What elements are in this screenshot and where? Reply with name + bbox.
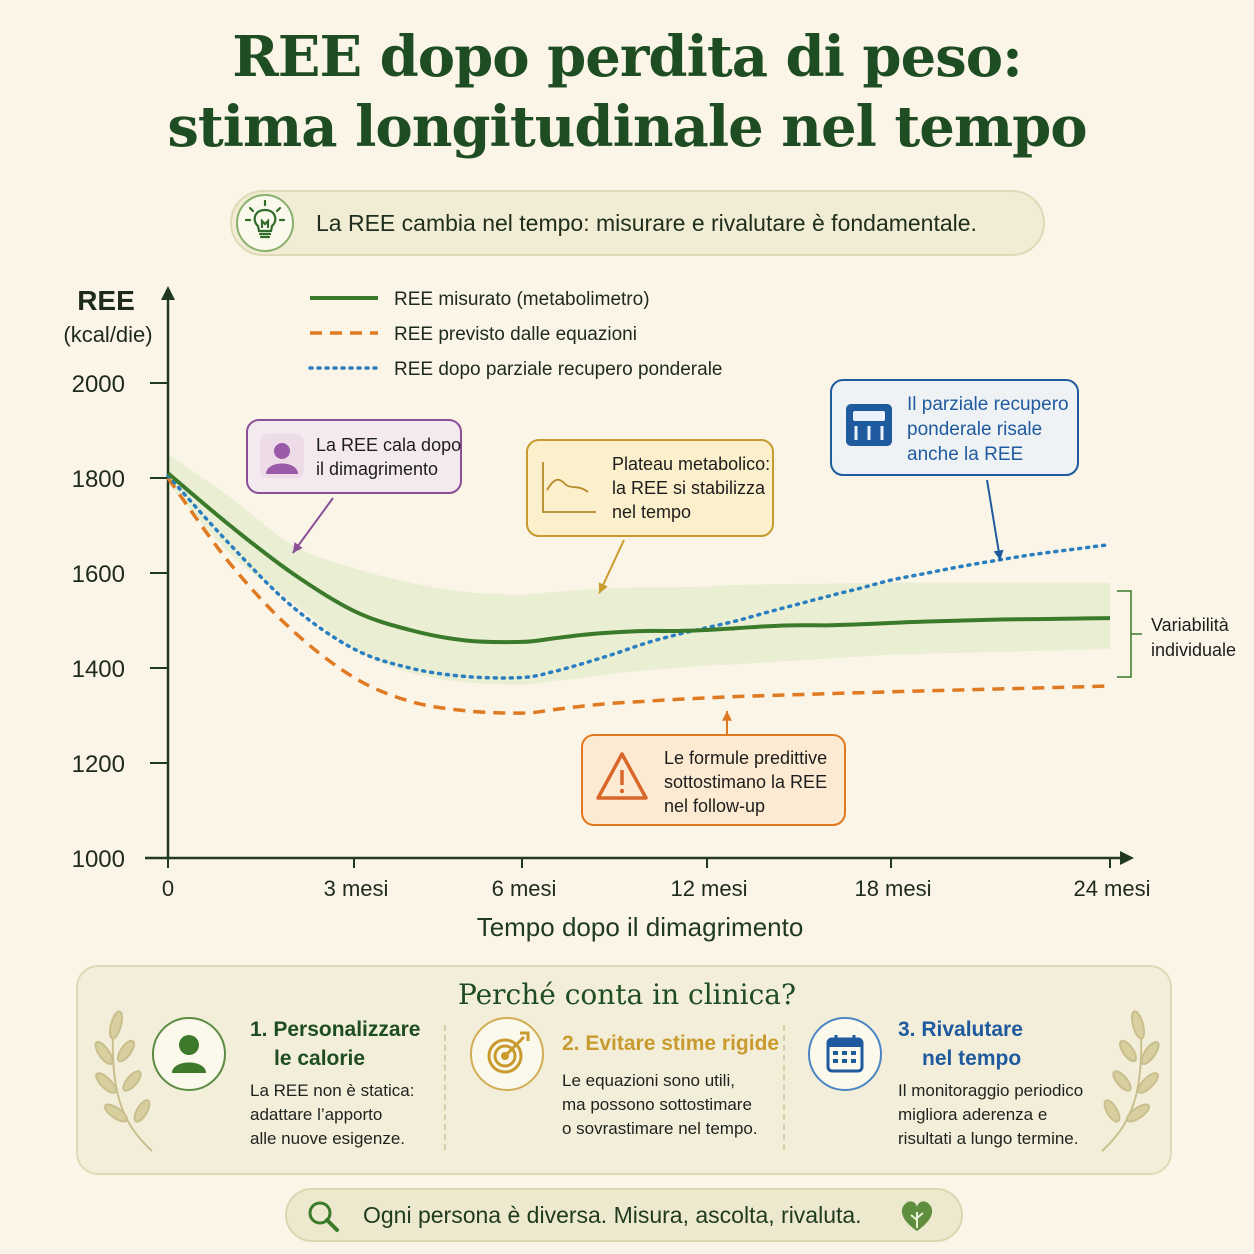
divider (783, 1025, 785, 1150)
x-tick-label: 3 mesi (323, 876, 389, 901)
title-line-2: stima longitudinale nel tempo (167, 94, 1087, 160)
clinical-item-3-text: Il monitoraggio periodico migliora aderenza e risultati a lungo termine. (898, 1081, 1084, 1148)
annotation-recovery-arrow (987, 480, 1000, 560)
y-tick-label: 1000 (71, 846, 125, 873)
annotation-formulas-arrow-head (722, 711, 732, 721)
person-icon (152, 1017, 226, 1091)
y-tick-label: 1400 (71, 656, 125, 683)
annotation-variability-text: individuale (1151, 640, 1237, 660)
x-tick-label: 6 mesi (491, 876, 557, 901)
annotation-plateau-text: la REE si stabilizza (612, 478, 766, 498)
title-line-1: REE dopo perdita di peso: (232, 24, 1022, 90)
clinical-item-1-heading: 1. Personalizzare le calorie (250, 1018, 421, 1070)
key-message-banner (230, 190, 1045, 256)
calendar-icon (808, 1017, 882, 1091)
heart-leaf-icon (897, 1198, 937, 1234)
target-icon (470, 1017, 544, 1091)
key-message-text: La REE cambia nel tempo: misurare e rivalutare è fondamentale. (316, 210, 977, 236)
y-tick-label: 1600 (71, 561, 125, 588)
person-icon (260, 434, 304, 478)
annotation-recovery-text: anche la REE (907, 444, 1024, 465)
annotation-formulas-text: Le formule predittive (664, 748, 828, 768)
annotation-formulas-text: nel follow-up (664, 796, 766, 816)
y-tick-label: 1200 (71, 751, 125, 778)
clinical-item-2-heading: 2. Evitare stime rigide (562, 1032, 780, 1055)
annotation-plateau-text: Plateau metabolico: (612, 454, 771, 474)
laurel-right-icon (1088, 1005, 1168, 1155)
x-axis-label: Tempo dopo il dimagrimento (476, 912, 804, 942)
divider (444, 1025, 446, 1150)
y-axis-unit: (kcal/die) (63, 322, 153, 347)
y-tick-label: 1800 (71, 466, 125, 493)
x-tick-label: 24 mesi (1073, 876, 1151, 901)
footer-banner (285, 1188, 963, 1242)
y-axis-arrow (161, 286, 175, 300)
x-axis-arrow (1120, 851, 1134, 865)
variability-bracket (1117, 591, 1131, 677)
scale-icon (846, 404, 892, 446)
annotation-drop-text: il dimagrimento (316, 459, 439, 479)
annotation-drop-arrow (293, 498, 333, 553)
footer-text: Ogni persona è diversa. Misura, ascolta, rivaluta. (363, 1202, 862, 1228)
clinical-panel-title: Perché conta in clinica? (458, 978, 796, 1011)
legend-label: REE previsto dalle equazioni (394, 324, 637, 345)
annotation-plateau-text: nel tempo (612, 502, 692, 522)
y-axis-label: REE (77, 285, 135, 316)
legend-label: REE misurato (metabolimetro) (394, 289, 650, 310)
annotation-drop-text: La REE cala dopo (316, 435, 462, 455)
ree-line-chart (0, 270, 1254, 960)
y-tick-label: 2000 (71, 371, 125, 398)
annotation-formulas-text: sottostimano la REE (664, 772, 828, 792)
lightbulb-icon (236, 194, 294, 252)
x-tick-label: 0 (161, 876, 175, 901)
clinical-item-3-heading: 3. Rivalutare nel tempo (898, 1018, 1023, 1070)
x-tick-label: 12 mesi (670, 876, 748, 901)
legend-label: REE dopo parziale recupero ponderale (394, 359, 723, 380)
magnifier-icon (305, 1198, 341, 1234)
annotation-variability-text: Variabilità (1151, 615, 1229, 635)
page-title (0, 22, 1254, 162)
clinical-item-2-text: Le equazioni sono utili, ma possono sottostimare o sovrastimare nel tempo. (562, 1071, 758, 1138)
clinical-item-1-text: La REE non è statica: adattare l’apporto alle nuove esigenze. (250, 1081, 415, 1148)
annotation-recovery-text: ponderale risale (907, 419, 1043, 440)
x-tick-label: 18 mesi (854, 876, 932, 901)
annotation-recovery-text: Il parziale recupero (907, 394, 1069, 415)
